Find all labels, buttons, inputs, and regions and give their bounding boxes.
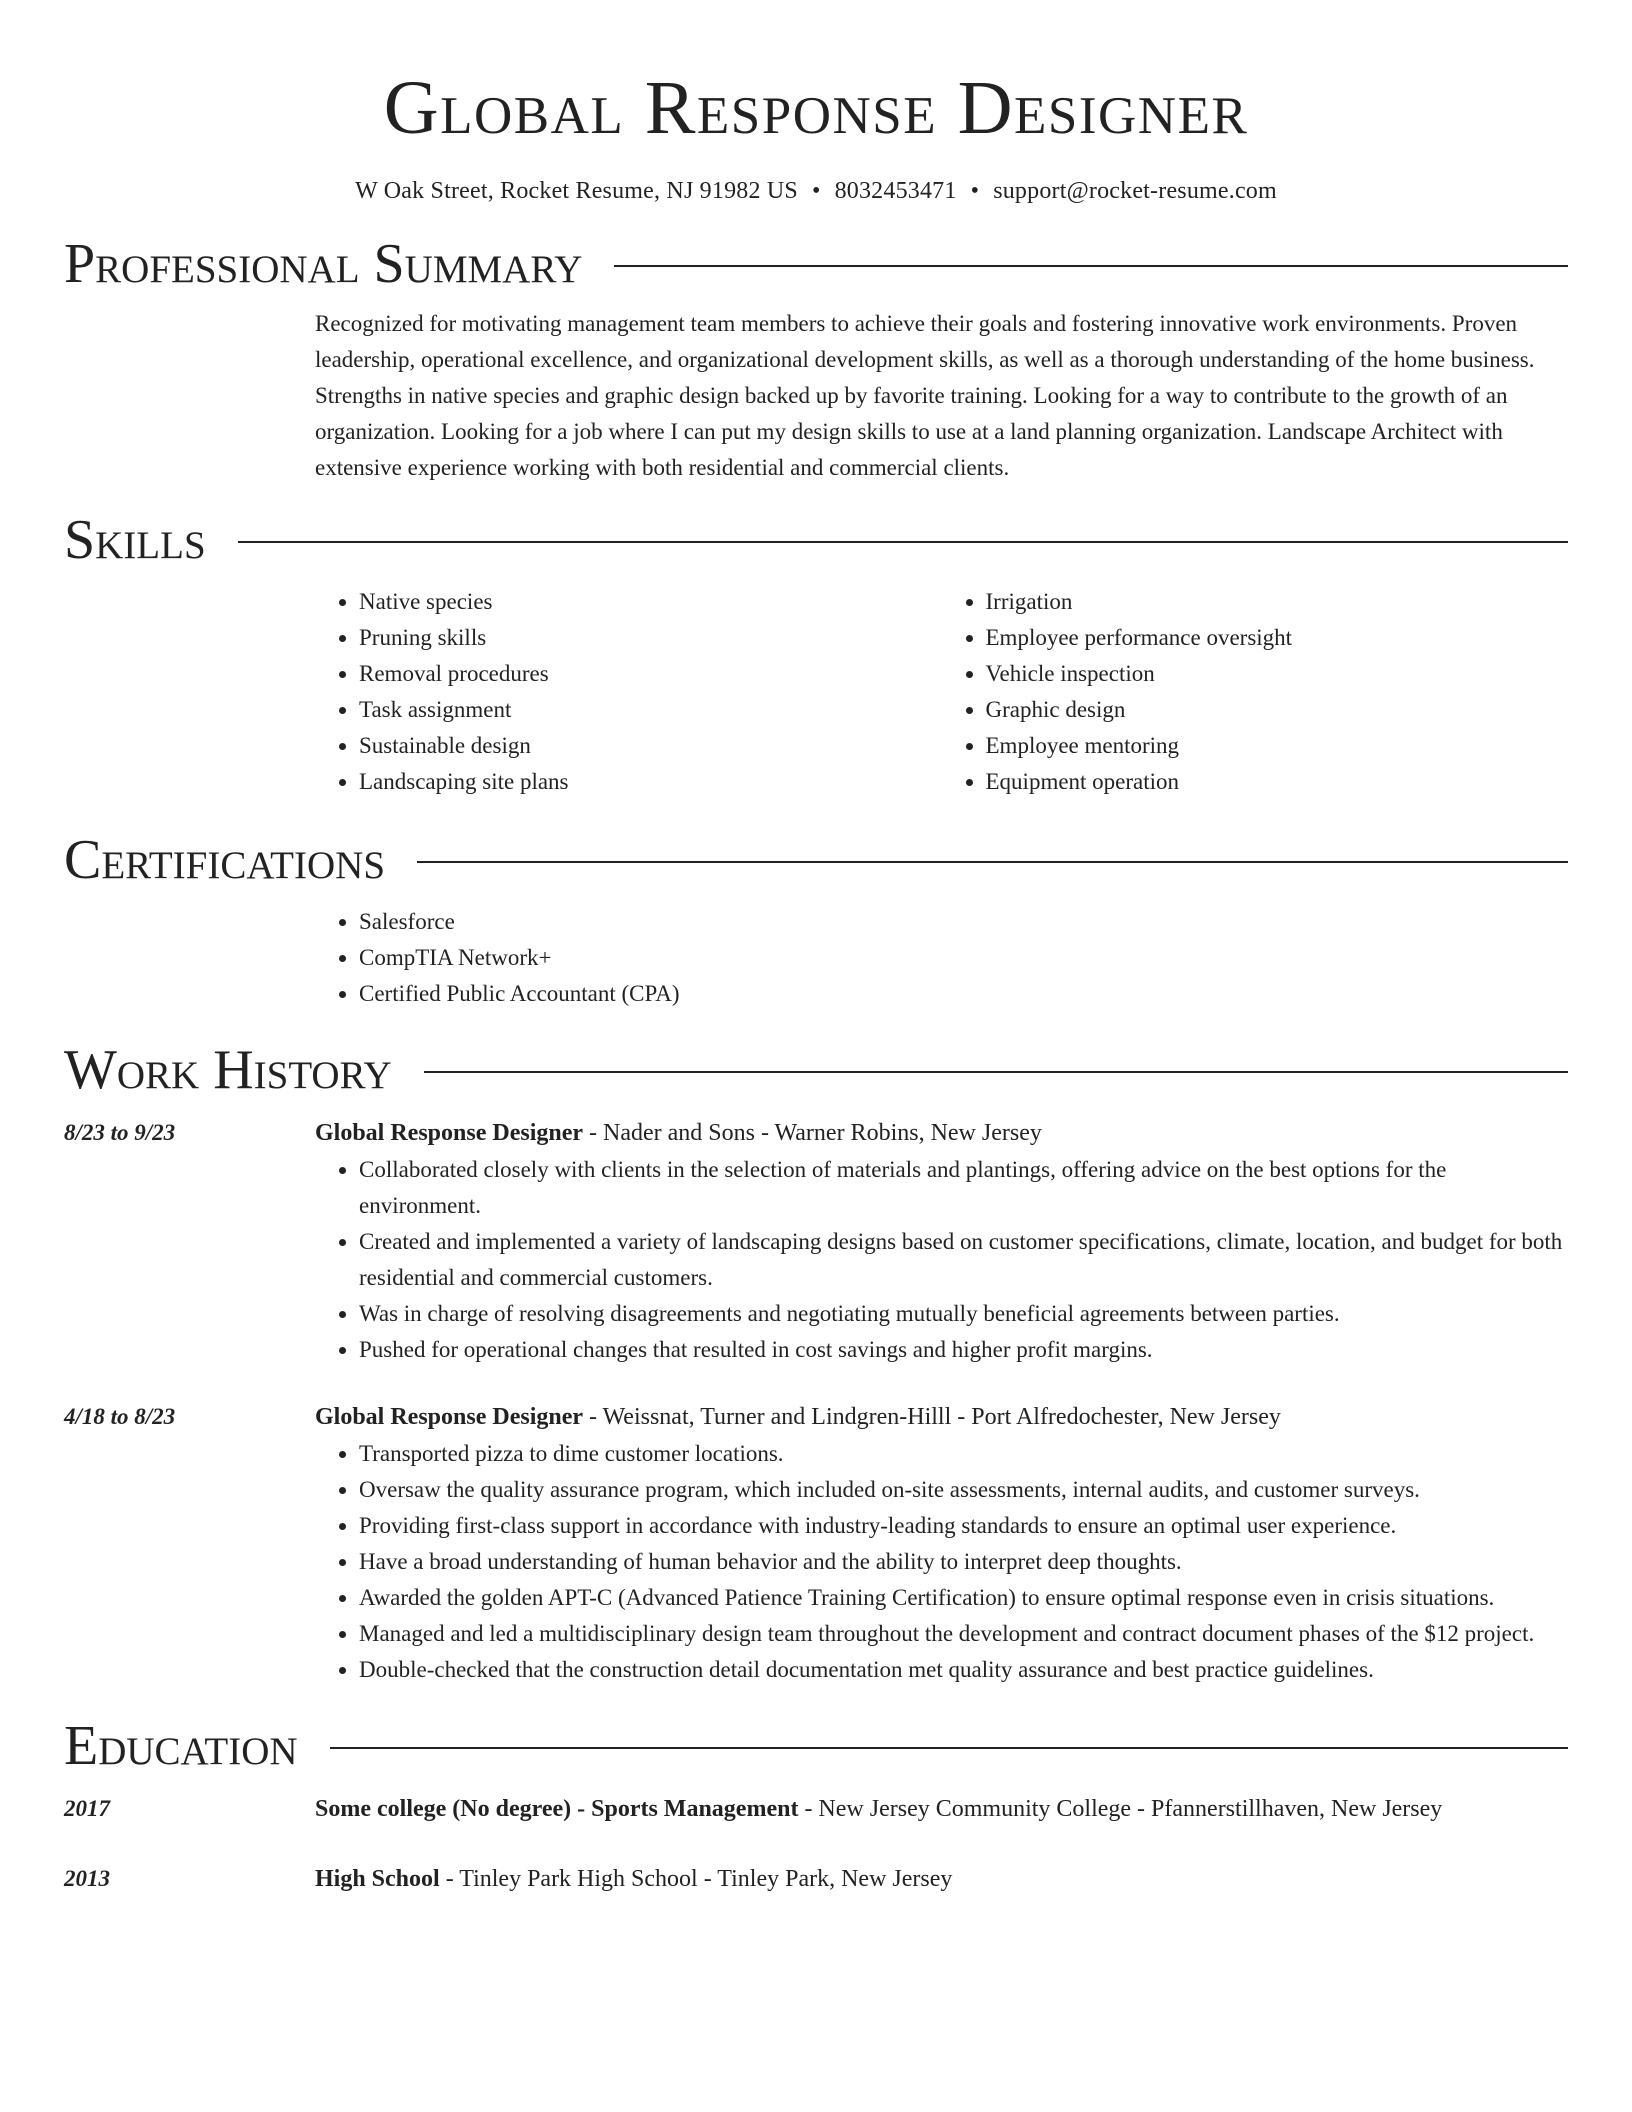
section-divider <box>417 861 1568 863</box>
education-section-header <box>64 1714 1568 1778</box>
skills-list-right <box>942 584 1569 800</box>
education-details: - Tinley Park High School - Tinley Park, New Jersey <box>439 1866 953 1892</box>
education-entry-main <box>315 1860 1568 1898</box>
skills-title: Skills <box>64 509 206 571</box>
skill-item: • Task assignment <box>359 692 942 728</box>
job-details: - Weissnat, Turner and Lindgren-Hilll - Port Alfredochester, New Jersey <box>583 1404 1281 1430</box>
job-bullet: • Double-checked that the construction detail documentation met quality assurance and best practice guidelines. <box>359 1652 1568 1688</box>
education-year: 2013 <box>64 1866 110 1891</box>
certifications-list <box>315 904 1568 1012</box>
contact-separator: • <box>970 178 980 204</box>
work-entry <box>64 1114 1568 1368</box>
job-bullet: • Pushed for operational changes that resulted in cost savings and higher profit margins. <box>359 1332 1568 1368</box>
section-divider <box>238 541 1568 543</box>
education-entry <box>64 1860 1568 1898</box>
job-role: Global Response Designer <box>315 1120 584 1146</box>
skill-item: • Employee performance oversight <box>986 620 1569 656</box>
education-entry <box>64 1790 1568 1828</box>
contact-phone: 8032453471 <box>834 178 957 204</box>
work-entry-main <box>315 1398 1568 1688</box>
skill-item: • Graphic design <box>986 692 1569 728</box>
certifications-section-header <box>64 828 1568 892</box>
contact-line <box>64 174 1568 208</box>
summary-section-header <box>64 232 1568 296</box>
skill-item: • Pruning skills <box>359 620 942 656</box>
job-bullet: • Created and implemented a variety of landscaping designs based on customer specifications, climate, location, and budget for both residential and commercial customers. <box>359 1224 1568 1296</box>
education-degree: High School <box>315 1866 440 1892</box>
work-dates: 8/23 to 9/23 <box>64 1120 176 1145</box>
job-bullets <box>315 1436 1568 1688</box>
section-divider <box>424 1071 1568 1073</box>
certification-item: • CompTIA Network+ <box>359 940 1568 976</box>
summary-title: Professional Summary <box>64 233 583 295</box>
certifications-title: Certifications <box>64 829 386 891</box>
job-bullets <box>315 1152 1568 1368</box>
education-details: - New Jersey Community College - Pfannerstillhaven, New Jersey <box>798 1796 1443 1822</box>
resume-page <box>64 0 1568 1898</box>
skill-item: • Vehicle inspection <box>986 656 1569 692</box>
work-entry <box>64 1398 1568 1688</box>
education-degree: Some college (No degree) - Sports Management <box>315 1796 799 1822</box>
contact-email: support@rocket-resume.com <box>993 178 1277 204</box>
skill-item: • Removal procedures <box>359 656 942 692</box>
certifications-body <box>315 904 1568 1012</box>
summary-text: Recognized for motivating management team members to achieve their goals and fostering innovative work environments. Proven leadership, operational excellence, and organizational development skills, as well as a thorough understanding of the home business. Strengths in native species and graphic design backed up by favorite training. Looking for a way to contribute to the growth of an organization. Looking for a job where I can put my design skills to use at a land planning organization. Landscape Architect with extensive experience working with both residential and commercial clients. <box>315 311 1535 480</box>
section-divider <box>330 1747 1568 1749</box>
work-title: Work History <box>64 1039 392 1101</box>
education-entry-main <box>315 1790 1568 1828</box>
job-bullet: • Oversaw the quality assurance program, which included on-site assessments, internal audits, and customer surveys. <box>359 1472 1568 1508</box>
skill-item: • Landscaping site plans <box>359 764 942 800</box>
job-bullet: • Awarded the golden APT-C (Advanced Patience Training Certification) to ensure optimal response even in crisis situations. <box>359 1580 1568 1616</box>
certification-item: • Certified Public Accountant (CPA) <box>359 976 1568 1012</box>
job-bullet: • Have a broad understanding of human behavior and the ability to interpret deep thoughts. <box>359 1544 1568 1580</box>
section-divider <box>614 265 1568 267</box>
skill-item: • Employee mentoring <box>986 728 1569 764</box>
job-bullet: • Providing first-class support in accordance with industry-leading standards to ensure an optimal user experience. <box>359 1508 1568 1544</box>
work-dates: 4/18 to 8/23 <box>64 1404 176 1429</box>
job-bullet: • Transported pizza to dime customer locations. <box>359 1436 1568 1472</box>
resume-name: Global Response Designer <box>383 66 1249 150</box>
contact-separator: • <box>811 178 821 204</box>
skill-item: • Sustainable design <box>359 728 942 764</box>
skill-item: • Equipment operation <box>986 764 1569 800</box>
skills-section-header <box>64 508 1568 572</box>
contact-address: W Oak Street, Rocket Resume, NJ 91982 US <box>355 178 798 204</box>
job-role: Global Response Designer <box>315 1404 584 1430</box>
skill-item: • Irrigation <box>986 584 1569 620</box>
job-bullet: • Was in charge of resolving disagreements and negotiating mutually beneficial agreements between parties. <box>359 1296 1568 1332</box>
certification-item: • Salesforce <box>359 904 1568 940</box>
skills-grid <box>315 584 1568 800</box>
education-title: Education <box>64 1715 298 1777</box>
work-heading <box>315 1398 1568 1436</box>
summary-body <box>315 306 1568 486</box>
work-heading <box>315 1114 1568 1152</box>
skill-item: • Native species <box>359 584 942 620</box>
job-bullet: • Collaborated closely with clients in the selection of materials and plantings, offering advice on the best options for the environment. <box>359 1152 1568 1224</box>
job-bullet: • Managed and led a multidisciplinary design team throughout the development and contract document phases of the $12 project. <box>359 1616 1568 1652</box>
work-entry-main <box>315 1114 1568 1368</box>
work-section-header <box>64 1038 1568 1102</box>
job-details: - Nader and Sons - Warner Robins, New Jersey <box>583 1120 1042 1146</box>
skills-list-left <box>315 584 942 800</box>
education-year: 2017 <box>64 1796 110 1821</box>
